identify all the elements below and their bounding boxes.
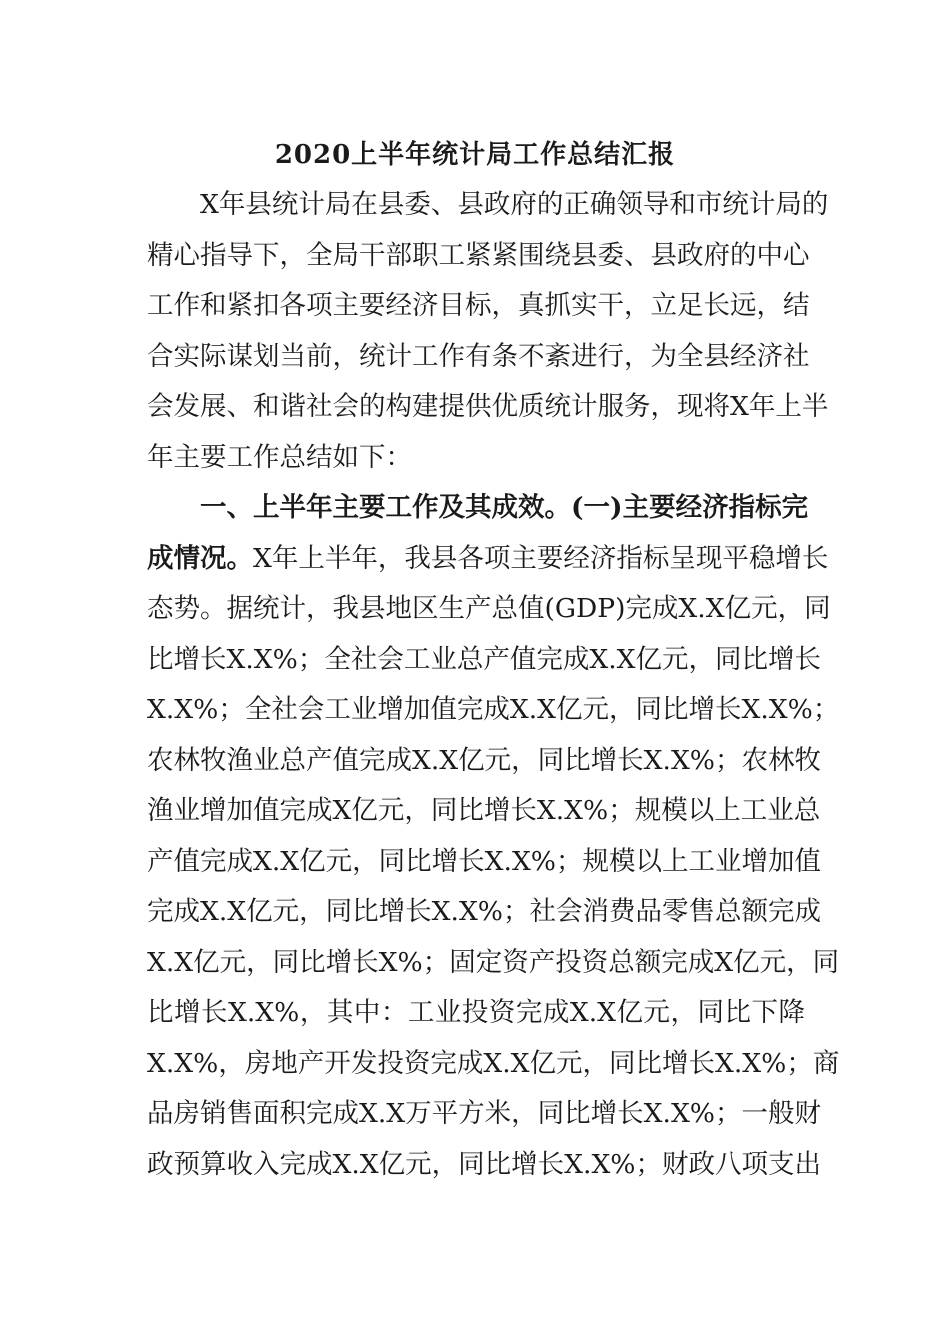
- paragraph-line: X年县统计局在县委、县政府的正确领导和市统计局的: [200, 189, 829, 220]
- paragraph-line: 年主要工作总结如下：: [147, 441, 412, 473]
- document-title: 2020上半年统计局工作总结汇报: [274, 140, 676, 170]
- paragraph-line: 合实际谋划当前，统计工作有条不紊进行，为全县经济社: [147, 340, 810, 372]
- section-heading: 一、上半年主要工作及其成效。(一)主要经济指标完: [200, 492, 809, 523]
- paragraph-line: [147, 534, 829, 585]
- paragraph-line: 比增长X.X%；全社会工业总产值完成X.X亿元，同比增长: [147, 643, 821, 675]
- section-subheading: 成情况。: [147, 542, 253, 574]
- paragraph-line: 精心指导下，全局干部职工紧紧围绕县委、县政府的中心: [147, 239, 810, 271]
- paragraph-line: 比增长X.X%，其中：工业投资完成X.X亿元，同比下降: [147, 997, 805, 1028]
- paragraph-line: X.X%；全社会工业增加值完成X.X亿元，同比增长X.X%；: [147, 694, 840, 725]
- paragraph-text: X年上半年，我县各项主要经济指标呈现平稳增长: [253, 542, 829, 574]
- document-body: [147, 180, 840, 1190]
- paragraph-line: 会发展、和谐社会的构建提供优质统计服务，现将X年上半: [147, 391, 829, 422]
- paragraph-line: 政预算收入完成X.X亿元，同比增长X.X%；财政八项支出: [147, 1148, 821, 1180]
- paragraph-line: 完成X.X亿元，同比增长X.X%；社会消费品零售总额完成: [147, 896, 821, 927]
- paragraph-line: 工作和紧扣各项主要经济目标，真抓实干，立足长远，结: [147, 290, 810, 321]
- paragraph-line: 品房销售面积完成X.X万平方米，同比增长X.X%；一般财: [147, 1098, 821, 1129]
- paragraph-line: X.X%，房地产开发投资完成X.X亿元，同比增长X.X%；商: [147, 1047, 840, 1079]
- paragraph-line: 产值完成X.X亿元，同比增长X.X%；规模以上工业增加值: [147, 845, 821, 877]
- paragraph-line: 态势。据统计，我县地区生产总值(GDP)完成X.X亿元，同: [147, 593, 831, 624]
- paragraph-line: 农林牧渔业总产值完成X.X亿元，同比增长X.X%；农林牧: [147, 744, 821, 776]
- paragraph-line: X.X亿元，同比增长X%；固定资产投资总额完成X亿元，同: [147, 946, 840, 978]
- paragraph-line: 渔业增加值完成X亿元，同比增长X.X%；规模以上工业总: [147, 795, 821, 826]
